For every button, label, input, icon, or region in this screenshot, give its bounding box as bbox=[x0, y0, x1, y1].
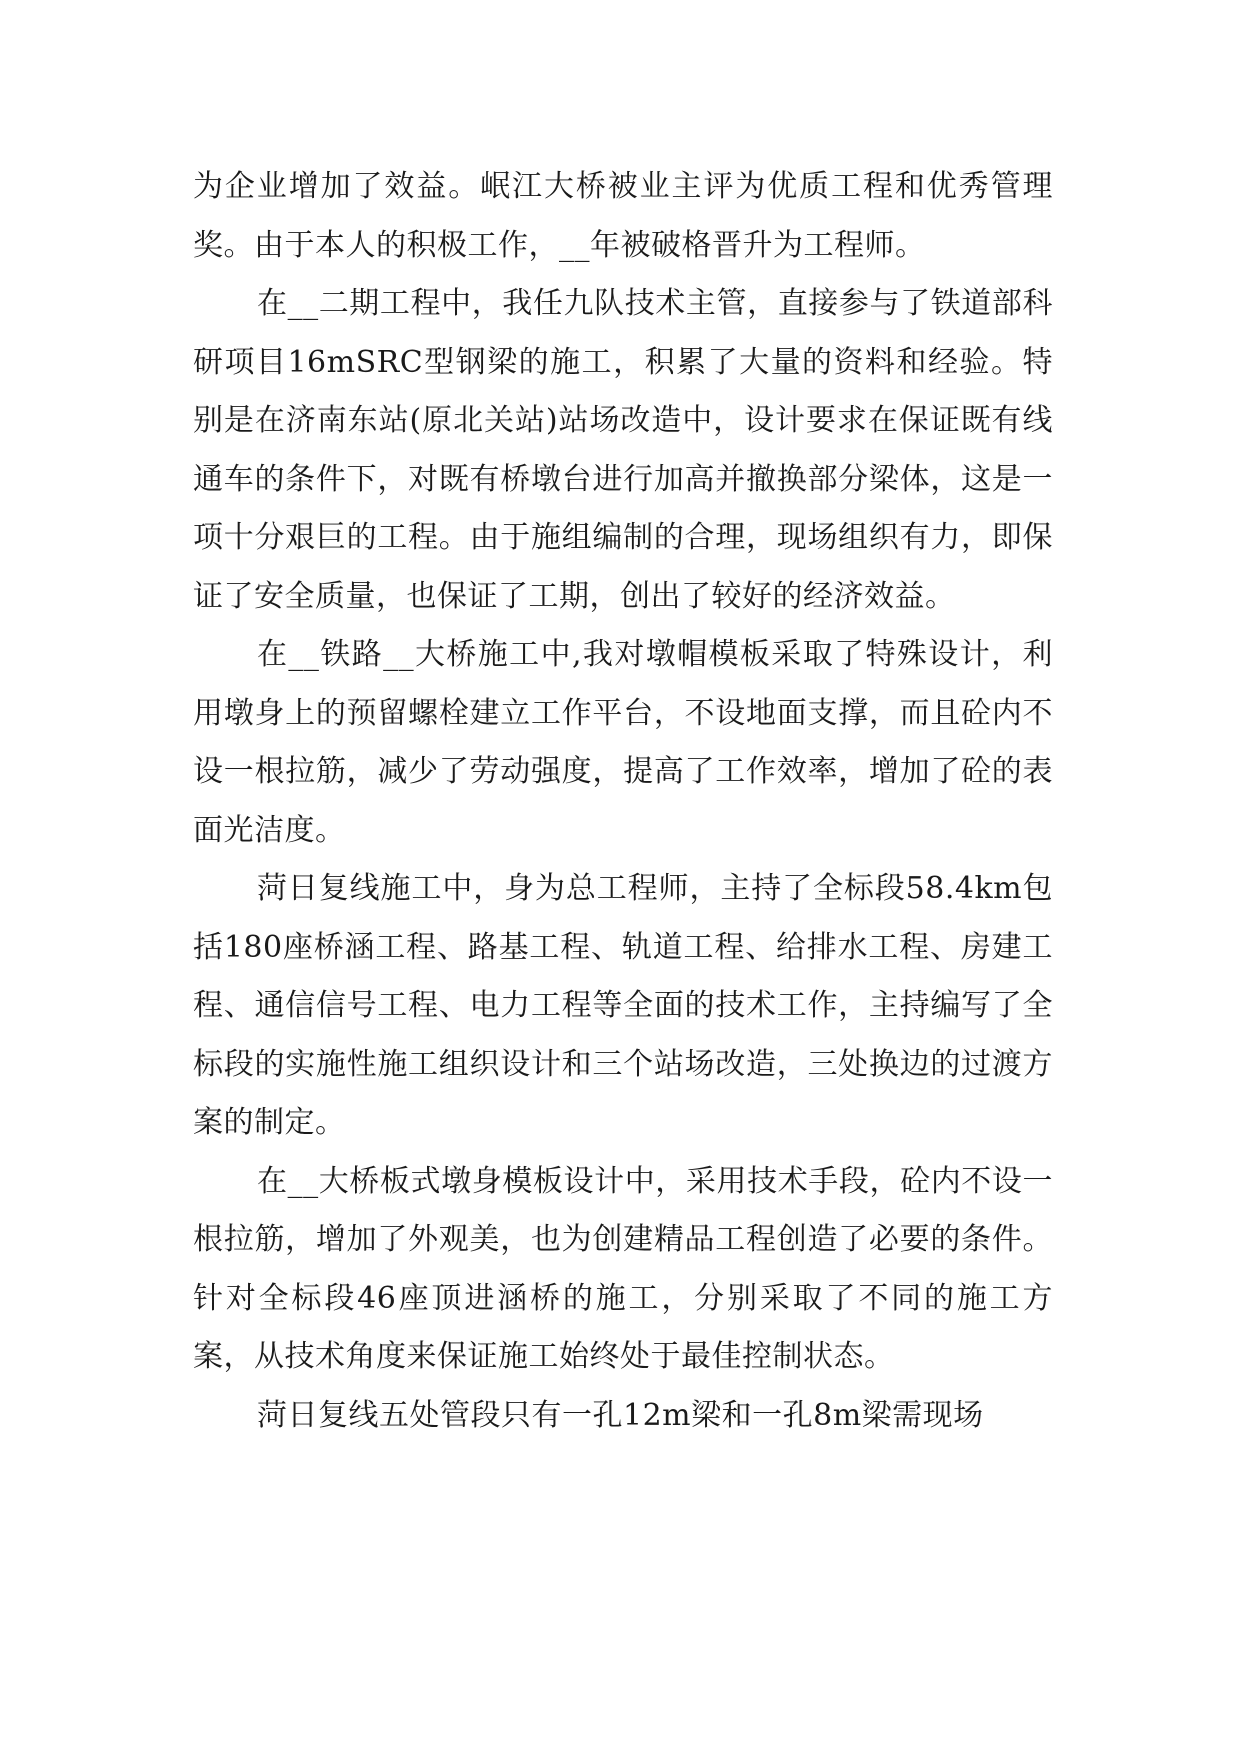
paragraph-6: 菏日复线五处管段只有一孔12m梁和一孔8m梁需现场 bbox=[257, 1397, 984, 1433]
paragraph-3: 在__铁路__大桥施工中,我对墩帽模板采取了特殊设计，利用墩身上的预留螺栓建立工作平台，不设地面支撑，而且砼内不设一根拉筋，减少了劳动强度，提高了工作效率，增加了砼的表面光洁度。 bbox=[193, 637, 1053, 848]
paragraph-5: 在__大桥板式墩身模板设计中，采用技术手段，砼内不设一根拉筋，增加了外观美，也为创建精品工程创造了必要的条件。针对全标段46座顶进涵桥的施工，分别采取了不同的施工方案，从技术角度来保证施工始终处于最佳控制状态。 bbox=[193, 1163, 1053, 1374]
body-text bbox=[193, 158, 1053, 1445]
paragraph-1: 为企业增加了效益。岷江大桥被业主评为优质工程和优秀管理奖。由于本人的积极工作，__年被破格晋升为工程师。 bbox=[193, 169, 1053, 263]
paragraph-4: 菏日复线施工中，身为总工程师，主持了全标段58.4km包括180座桥涵工程、路基工程、轨道工程、给排水工程、房建工程、通信信号工程、电力工程等全面的技术工作，主持编写了全标段的实施性施工组织设计和三个站场改造，三处换边的过渡方案的制定。 bbox=[193, 871, 1053, 1140]
paragraph-2: 在__二期工程中，我任九队技术主管，直接参与了铁道部科研项目16mSRC型钢梁的施工，积累了大量的资料和经验。特别是在济南东站(原北关站)站场改造中，设计要求在保证既有线通车的条件下，对既有桥墩台进行加高并撤换部分梁体，这是一项十分艰巨的工程。由于施组编制的合理，现场组织有力，即保证了安全质量，也保证了工期，创出了较好的经济效益。 bbox=[193, 286, 1053, 614]
